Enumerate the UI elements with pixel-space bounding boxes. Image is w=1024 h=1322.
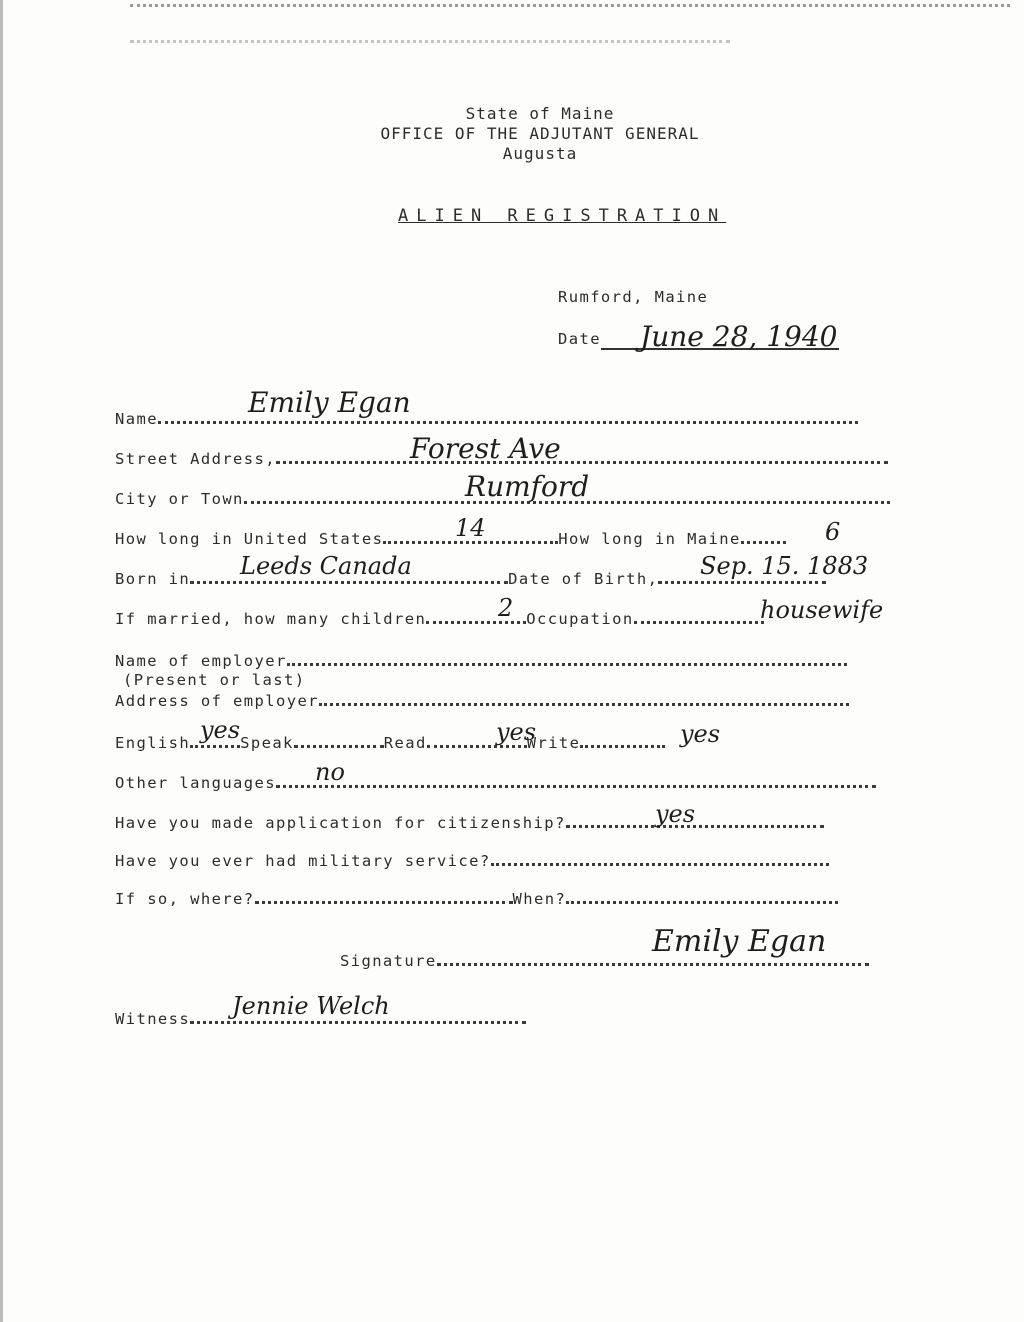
occupation-value: housewife	[760, 596, 884, 624]
header-city: Augusta	[502, 144, 578, 163]
how-long-maine-value: 6	[825, 518, 841, 546]
name-row	[115, 410, 858, 432]
occupation-dots	[634, 611, 764, 624]
other-languages-dots	[276, 775, 876, 788]
maine-dots	[741, 531, 786, 544]
military-row	[115, 852, 829, 874]
military-label: Have you ever had military service?	[115, 852, 491, 870]
date-label: Date	[558, 330, 601, 348]
how-long-us-value: 14	[455, 514, 486, 542]
english-row	[115, 734, 665, 756]
when-dots	[566, 891, 838, 904]
married-row	[115, 610, 764, 632]
if-so-row	[115, 890, 838, 912]
born-in-label: Born in	[115, 570, 191, 588]
citizenship-row	[115, 814, 824, 836]
how-long-us-label: How long in United States	[115, 530, 384, 548]
header-state: State of Maine	[465, 104, 615, 123]
write-label: Write	[526, 734, 581, 752]
write-value: yes	[680, 720, 721, 748]
signature-value: Emily Egan	[652, 924, 827, 959]
employer-address-row	[115, 692, 849, 714]
if-so-where-label: If so, where?	[115, 890, 255, 908]
street-value: Forest Ave	[410, 432, 561, 465]
citizenship-label: Have you made application for citizenship?	[115, 814, 566, 832]
city-value: Rumford	[465, 470, 590, 503]
children-value: 2	[498, 594, 514, 622]
name-label: Name	[115, 410, 158, 428]
read-label: Read	[383, 734, 427, 752]
children-label: If married, how many children	[115, 610, 427, 628]
speak-label: Speak	[240, 734, 294, 752]
english-value: yes	[200, 716, 241, 744]
citizenship-value: yes	[655, 800, 696, 828]
occupation-label: Occupation	[526, 610, 634, 628]
where-dots	[255, 891, 513, 904]
employer-address-dots	[319, 693, 849, 706]
write-dots	[580, 735, 665, 748]
dob-label: Date of Birth,	[508, 570, 659, 588]
top-faint-rule	[130, 40, 730, 47]
city-label: City or Town	[115, 490, 244, 508]
witness-value: Jennie Welch	[232, 992, 390, 1020]
scan-edge	[0, 0, 3, 1322]
other-languages-row	[115, 774, 876, 796]
military-dots	[491, 853, 829, 866]
employer-label: Name of employer	[115, 652, 287, 670]
date-value: June 28, 1940	[640, 320, 838, 353]
when-label: When?	[512, 890, 567, 908]
how-long-maine-label: How long in Maine	[558, 530, 741, 548]
speak-dots	[294, 735, 384, 748]
location: Rumford, Maine	[558, 288, 709, 306]
other-languages-value: no	[315, 758, 345, 786]
street-dots	[276, 451, 888, 464]
employer-dots	[287, 653, 847, 666]
english-label: English	[115, 734, 191, 752]
witness-label: Witness	[115, 1010, 191, 1028]
street-label: Street Address,	[115, 450, 276, 468]
signature-label: Signature	[340, 952, 437, 970]
top-dotted-rule	[130, 4, 1010, 13]
read-value: yes	[496, 718, 537, 746]
employer-note: (Present or last)	[123, 671, 306, 689]
born-in-value: Leeds Canada	[240, 552, 412, 580]
header-office: OFFICE OF THE ADJUTANT GENERAL	[380, 124, 700, 143]
form-title: ALIEN REGISTRATION	[398, 206, 727, 226]
name-value: Emily Egan	[248, 386, 411, 419]
other-languages-label: Other languages	[115, 774, 276, 792]
employer-address-label: Address of employer	[115, 692, 319, 710]
how-long-row	[115, 530, 786, 552]
dob-value: Sep. 15. 1883	[700, 552, 869, 580]
